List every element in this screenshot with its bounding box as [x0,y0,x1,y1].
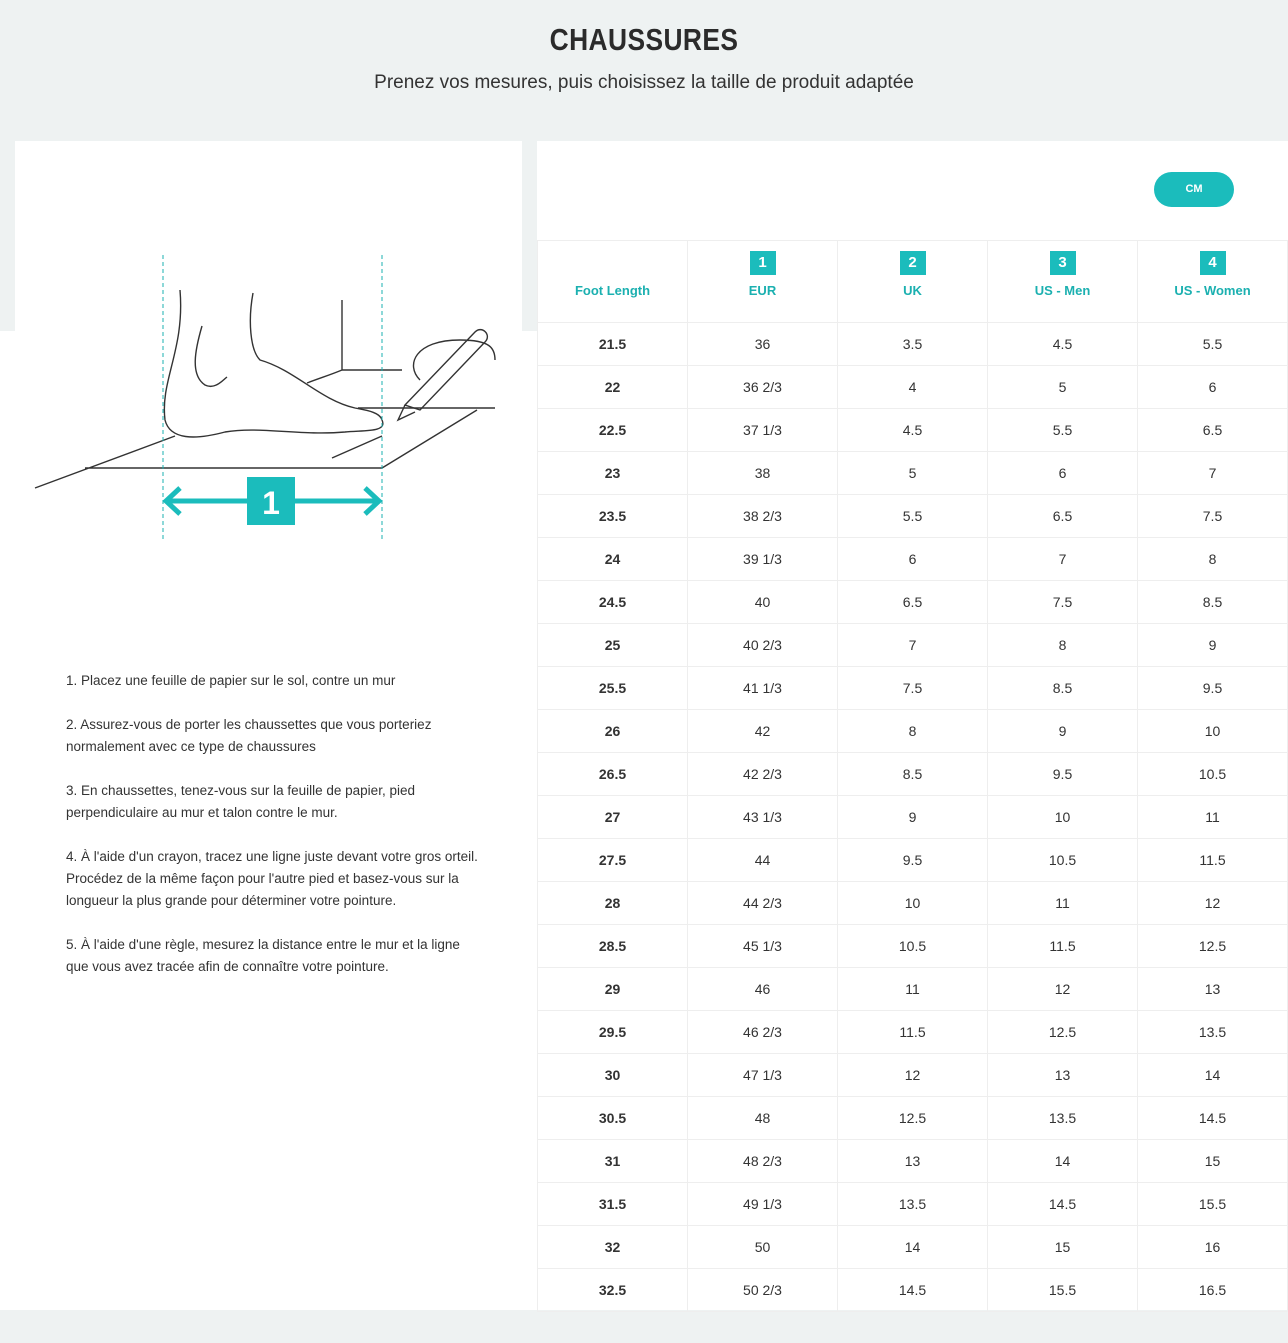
table-row [538,1140,1288,1183]
table-cell: 13.5 [838,1183,988,1226]
table-cell: 15.5 [988,1269,1138,1312]
size-chart-panel [537,141,1288,1310]
table-cell: 14.5 [838,1269,988,1312]
table-cell: 3.5 [838,323,988,366]
table-cell: 7 [1138,452,1288,495]
table-cell: 13 [988,1054,1138,1097]
table-cell: 48 [688,1097,838,1140]
size-table [537,240,1288,1312]
table-cell: 11.5 [838,1011,988,1054]
table-row [538,710,1288,753]
table-cell: 29.5 [538,1011,688,1054]
table-cell: 27 [538,796,688,839]
table-row [538,753,1288,796]
table-cell: 42 [688,710,838,753]
table-cell: 21.5 [538,323,688,366]
table-cell: 38 [688,452,838,495]
table-cell: 49 1/3 [688,1183,838,1226]
table-cell: 6 [988,452,1138,495]
table-cell: 50 2/3 [688,1269,838,1312]
table-cell: 11 [838,968,988,1011]
table-row [538,538,1288,581]
table-cell: 9 [838,796,988,839]
table-cell: 12.5 [1138,925,1288,968]
table-row [538,366,1288,409]
table-cell: 5.5 [838,495,988,538]
table-cell: 16 [1138,1226,1288,1269]
column-header [988,241,1138,323]
table-cell: 9.5 [988,753,1138,796]
column-label: US - Women [1174,283,1251,298]
table-cell: 12 [1138,882,1288,925]
table-cell: 8 [838,710,988,753]
table-row [538,1011,1288,1054]
table-cell: 14.5 [988,1183,1138,1226]
column-number-badge: 4 [1200,251,1226,275]
table-cell: 12 [838,1054,988,1097]
table-cell: 14 [1138,1054,1288,1097]
table-cell: 7 [988,538,1138,581]
table-cell: 9 [988,710,1138,753]
table-cell: 14 [838,1226,988,1269]
table-cell: 26 [538,710,688,753]
table-cell: 10 [988,796,1138,839]
table-cell: 12.5 [838,1097,988,1140]
table-cell: 28 [538,882,688,925]
column-label: EUR [748,283,777,298]
foot-measurement-illustration [20,240,520,550]
table-cell: 10 [838,882,988,925]
table-cell: 6.5 [1138,409,1288,452]
column-header [1138,241,1288,323]
table-cell: 8 [1138,538,1288,581]
instruction-step: 1. Placez une feuille de papier sur le sol, contre un mur [66,673,396,688]
table-cell: 29 [538,968,688,1011]
table-cell: 6.5 [988,495,1138,538]
table-cell: 16.5 [1138,1269,1288,1312]
table-row [538,839,1288,882]
table-cell: 24 [538,538,688,581]
table-cell: 23.5 [538,495,688,538]
table-row [538,1183,1288,1226]
table-cell: 30.5 [538,1097,688,1140]
table-cell: 45 1/3 [688,925,838,968]
table-cell: 5 [988,366,1138,409]
table-cell: 48 2/3 [688,1140,838,1183]
table-row [538,624,1288,667]
table-cell: 24.5 [538,581,688,624]
table-cell: 11 [988,882,1138,925]
instruction-step: 2. Assurez-vous de porter les chaussettes que vous porteriez normalement avec ce type de chaussures [66,717,432,754]
table-cell: 46 [688,968,838,1011]
table-cell: 4.5 [988,323,1138,366]
column-header [838,241,988,323]
table-cell: 23 [538,452,688,495]
table-cell: 40 [688,581,838,624]
table-row [538,452,1288,495]
table-cell: 6 [838,538,988,581]
table-row [538,968,1288,1011]
table-cell: 12.5 [988,1011,1138,1054]
table-cell: 13.5 [1138,1011,1288,1054]
table-cell: 40 2/3 [688,624,838,667]
table-cell: 13 [1138,968,1288,1011]
table-cell: 22.5 [538,409,688,452]
table-cell: 13 [838,1140,988,1183]
page-title: CHAUSSURES [549,22,739,57]
table-cell: 9.5 [1138,667,1288,710]
step-1-badge: 1 [262,485,280,521]
table-cell: 28.5 [538,925,688,968]
table-cell: 38 2/3 [688,495,838,538]
table-cell: 32.5 [538,1269,688,1312]
table-cell: 36 2/3 [688,366,838,409]
column-header [538,241,688,323]
table-cell: 5.5 [1138,323,1288,366]
instruction-step: 4. À l'aide d'un crayon, tracez une ligne juste devant votre gros orteil. Procédez de la même façon pour l'autre pied et basez-vous sur la longueur la plus grande pour déterminer votre pointure. [66,849,478,908]
instruction-step: 5. À l'aide d'une règle, mesurez la distance entre le mur et la ligne que vous avez tracée afin de connaître votre pointure. [66,937,460,974]
table-cell: 11.5 [1138,839,1288,882]
table-cell: 7 [838,624,988,667]
table-row [538,581,1288,624]
table-cell: 12 [988,968,1138,1011]
table-cell: 10.5 [988,839,1138,882]
table-cell: 8.5 [1138,581,1288,624]
column-number-badge: 1 [750,251,776,275]
table-cell: 11.5 [988,925,1138,968]
table-cell: 37 1/3 [688,409,838,452]
column-number-badge: 3 [1050,251,1076,275]
table-row [538,409,1288,452]
table-cell: 10.5 [838,925,988,968]
table-cell: 32 [538,1226,688,1269]
table-cell: 13.5 [988,1097,1138,1140]
table-row [538,925,1288,968]
table-cell: 7.5 [988,581,1138,624]
table-cell: 41 1/3 [688,667,838,710]
table-cell: 4 [838,366,988,409]
table-cell: 7.5 [1138,495,1288,538]
table-cell: 27.5 [538,839,688,882]
table-cell: 44 [688,839,838,882]
column-number-badge: 2 [900,251,926,275]
table-cell: 9 [1138,624,1288,667]
table-cell: 11 [1138,796,1288,839]
table-cell: 31.5 [538,1183,688,1226]
table-cell: 30 [538,1054,688,1097]
table-cell: 8.5 [988,667,1138,710]
column-header [688,241,838,323]
table-cell: 10.5 [1138,753,1288,796]
table-cell: 5.5 [988,409,1138,452]
table-cell: 25.5 [538,667,688,710]
table-cell: 14.5 [1138,1097,1288,1140]
table-cell: 47 1/3 [688,1054,838,1097]
table-cell: 31 [538,1140,688,1183]
table-cell: 8.5 [838,753,988,796]
table-row [538,882,1288,925]
table-cell: 8 [988,624,1138,667]
table-cell: 39 1/3 [688,538,838,581]
table-cell: 42 2/3 [688,753,838,796]
table-row [538,1269,1288,1312]
table-row [538,1054,1288,1097]
table-row [538,796,1288,839]
table-cell: 10 [1138,710,1288,753]
table-cell: 50 [688,1226,838,1269]
table-cell: 15 [1138,1140,1288,1183]
unit-toggle-cm-button[interactable]: CM [1154,172,1234,207]
table-cell: 46 2/3 [688,1011,838,1054]
table-row [538,1097,1288,1140]
table-cell: 43 1/3 [688,796,838,839]
table-cell: 25 [538,624,688,667]
table-cell: 36 [688,323,838,366]
table-row [538,323,1288,366]
page-subtitle: Prenez vos mesures, puis choisissez la taille de produit adaptée [374,72,914,93]
table-cell: 26.5 [538,753,688,796]
table-row [538,495,1288,538]
column-label: Foot Length [574,283,651,298]
table-cell: 22 [538,366,688,409]
table-cell: 7.5 [838,667,988,710]
instructions-list [66,670,486,1000]
table-cell: 6.5 [838,581,988,624]
table-cell: 4.5 [838,409,988,452]
table-cell: 15.5 [1138,1183,1288,1226]
table-cell: 9.5 [838,839,988,882]
table-row [538,667,1288,710]
table-cell: 14 [988,1140,1138,1183]
table-row [538,1226,1288,1269]
table-cell: 15 [988,1226,1138,1269]
table-cell: 5 [838,452,988,495]
column-label: UK [903,283,922,298]
table-cell: 6 [1138,366,1288,409]
instruction-step: 3. En chaussettes, tenez-vous sur la feuille de papier, pied perpendiculaire au mur et talon contre le mur. [66,783,415,820]
column-label: US - Men [1034,283,1091,298]
table-cell: 44 2/3 [688,882,838,925]
